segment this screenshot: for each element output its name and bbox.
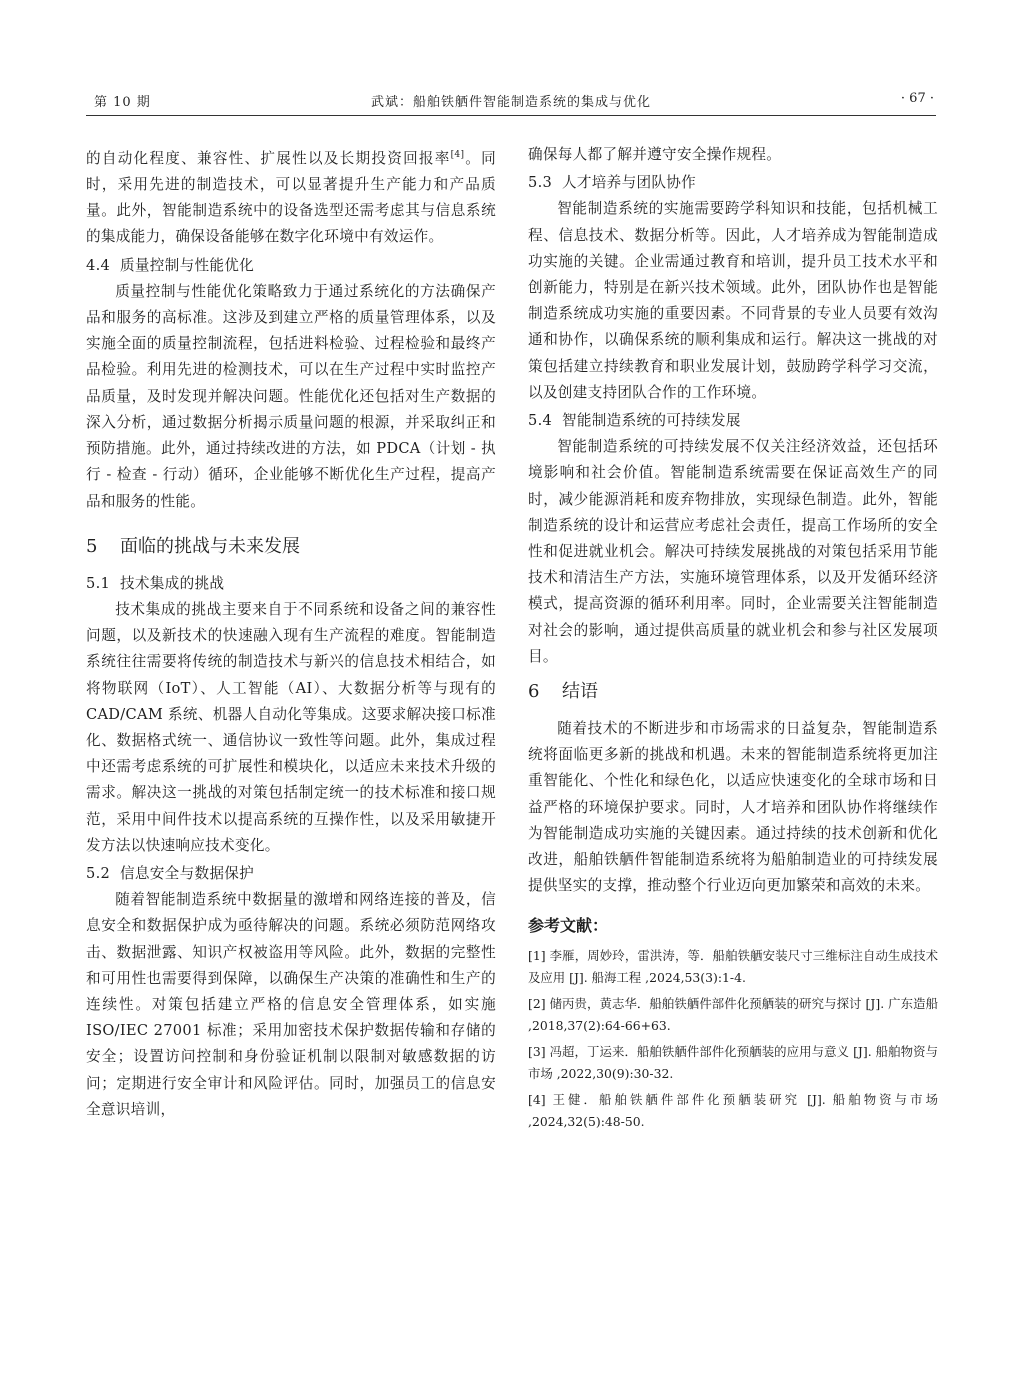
references-heading: 参考文献： [528, 916, 609, 936]
running-title: 武斌：船舶铁舾件智能制造系统的集成与优化 [370, 95, 651, 110]
section-5-3-paragraph: 智能制造系统的实施需要跨学科知识和技能，包括机械工程、信息技术、数据分析等。因此，人才培养成为智能制造成功实施的关键。企业需通过教育和培训，提升员工技术水平和创新能力，特别是在新兴技术领域。此外，团队协作也是智能制造系统成功实施的重要因素。不同背景的专业人员要有效沟通和协作，以确保系统的顺利集成和运行。解决这一挑战的对策包括建立持续教育和职业发展计划，鼓励跨学科学习交流，以及创建支持团队合作的工作环境。 [528, 200, 938, 401]
reference-item: [2] 储丙贵，黄志华．船舶铁舾件部件化预舾装的研究与探讨 [J]. 广东造船 ,2018,37(2):64-66+63. [528, 996, 938, 1034]
section-6-paragraph: 随着技术的不断进步和市场需求的日益复杂，智能制造系统将面临更多新的挑战和机遇。未来的智能制造系统将更加注重智能化、个性化和绿色化，以适应快速变化的全球市场和日益严格的环境保护要求。同时，人才培养和团队协作将继续作为智能制造成功实施的关键因素。通过持续的技术创新和优化改进，船舶铁舾件智能制造系统将为船舶制造业的可持续发展提供坚实的支撑，推动整个行业迈向更加繁荣和高效的未来。 [528, 720, 938, 895]
section-5-1-heading: 5.1 技术集成的挑战 [86, 574, 225, 592]
section-5-2-heading: 5.2 信息安全与数据保护 [86, 864, 255, 882]
running-header [86, 91, 936, 116]
paragraph-continued: 确保每人都了解并遵守安全操作规程。 [528, 146, 782, 163]
section-6-heading: 6 结语 [528, 681, 598, 703]
reference-item: [3] 冯超，丁运来．船舶铁舾件部件化预舾装的应用与意义 [J]. 船舶物资与市场 ,2022,30(9):30-32. [528, 1044, 938, 1082]
section-5-2-paragraph: 随着智能制造系统中数据量的激增和网络连接的普及，信息安全和数据保护成为亟待解决的问题。系统必须防范网络攻击、数据泄露、知识产权被盗用等风险。此外，数据的完整性和可用性也需要得到保障，以确保生产决策的准确性和生产的连续性。对策包括建立严格的信息安全管理体系，如实施 ISO/IEC 27001 标准；采用加密技术保护数据传输和存储的安全；设置访问控制和身份验证机制以限制对敏感数据的访问；定期进行安全审计和风险评估。同时，加强员工的信息安全意识培训， [86, 891, 496, 1118]
citation-4[interactable]: [4] [450, 150, 465, 160]
section-5-3-heading: 5.3 人才培养与团队协作 [528, 174, 697, 192]
paragraph-intro: 的自动化程度、兼容性、扩展性以及长期投资回报率[4]。同时，采用先进的制造技术，可以显著提升生产能力和产品质量。此外，智能制造系统中的设备选型还需考虑其与信息系统的集成能力，确保设备能够在数字化环境中有效运作。 [86, 149, 496, 246]
left-column [86, 142, 496, 1123]
right-column [528, 142, 938, 1137]
section-4-4-paragraph: 质量控制与性能优化策略致力于通过系统化的方法确保产品和服务的高标准。这涉及到建立严格的质量管理体系，以及实施全面的质量控制流程，包括进料检验、过程检验和最终产品检验。利用先进的检测技术，可以在生产过程中实时监控产品质量，及时发现并解决问题。性能优化还包括对生产数据的深入分析，通过数据分析揭示质量问题的根源，并采取纠正和预防措施。此外，通过持续改进的方法，如 PDCA（计划 - 执行 - 检查 - 行动）循环，企业能够不断优化生产过程，提高产品和服务的性能。 [86, 282, 496, 510]
section-5-4-heading: 5.4 智能制造系统的可持续发展 [528, 412, 741, 430]
page-number: · 67 · [900, 91, 934, 106]
section-5-1-paragraph: 技术集成的挑战主要来自于不同系统和设备之间的兼容性问题，以及新技术的快速融入现有生产流程的难度。智能制造系统往往需要将传统的制造技术与新兴的信息技术相结合，如将物联网（IoT）、人工智能（AI）、大数据分析等与现有的 CAD/CAM 系统、机器人自动化等集成。这要求解决接口标准化、数据格式统一、通信协议一致性等问题。此外，集成过程中还需考虑系统的可扩展性和模块化，以适应未来技术升级的需求。解决这一挑战的对策包括制定统一的技术标准和接口规范，采用中间件技术以提高系统的互操作性，以及采用敏捷开发方法以快速响应技术变化。 [86, 600, 496, 854]
reference-item: [1] 李雁，周妙玲，雷洪涛，等．船舶铁舾安装尺寸三维标注自动生成技术及应用 [J]. 船海工程 ,2024,53(3):1-4. [528, 948, 938, 986]
reference-item: [4] 王健．船舶铁舾件部件化预舾装研究 [J]. 船舶物资与市场 ,2024,32(5):48-50. [528, 1092, 938, 1130]
issue-number: 第 10 期 [94, 95, 151, 110]
section-4-4-heading: 4.4 质量控制与性能优化 [86, 256, 255, 274]
section-5-heading: 5 面临的挑战与未来发展 [86, 535, 300, 557]
section-5-4-paragraph: 智能制造系统的可持续发展不仅关注经济效益，还包括环境影响和社会价值。智能制造系统需要在保证高效生产的同时，减少能源消耗和废弃物排放，实现绿色制造。此外，智能制造系统的设计和运营应考虑社会责任，提高工作场所的安全性和促进就业机会。解决可持续发展挑战的对策包括采用节能技术和清洁生产方法，实施环境管理体系，以及开发循环经济模式，提高资源的循环利用率。同时，企业需要关注智能制造对社会的影响，通过提供高质量的就业机会和参与社区发展项目。 [528, 438, 938, 665]
